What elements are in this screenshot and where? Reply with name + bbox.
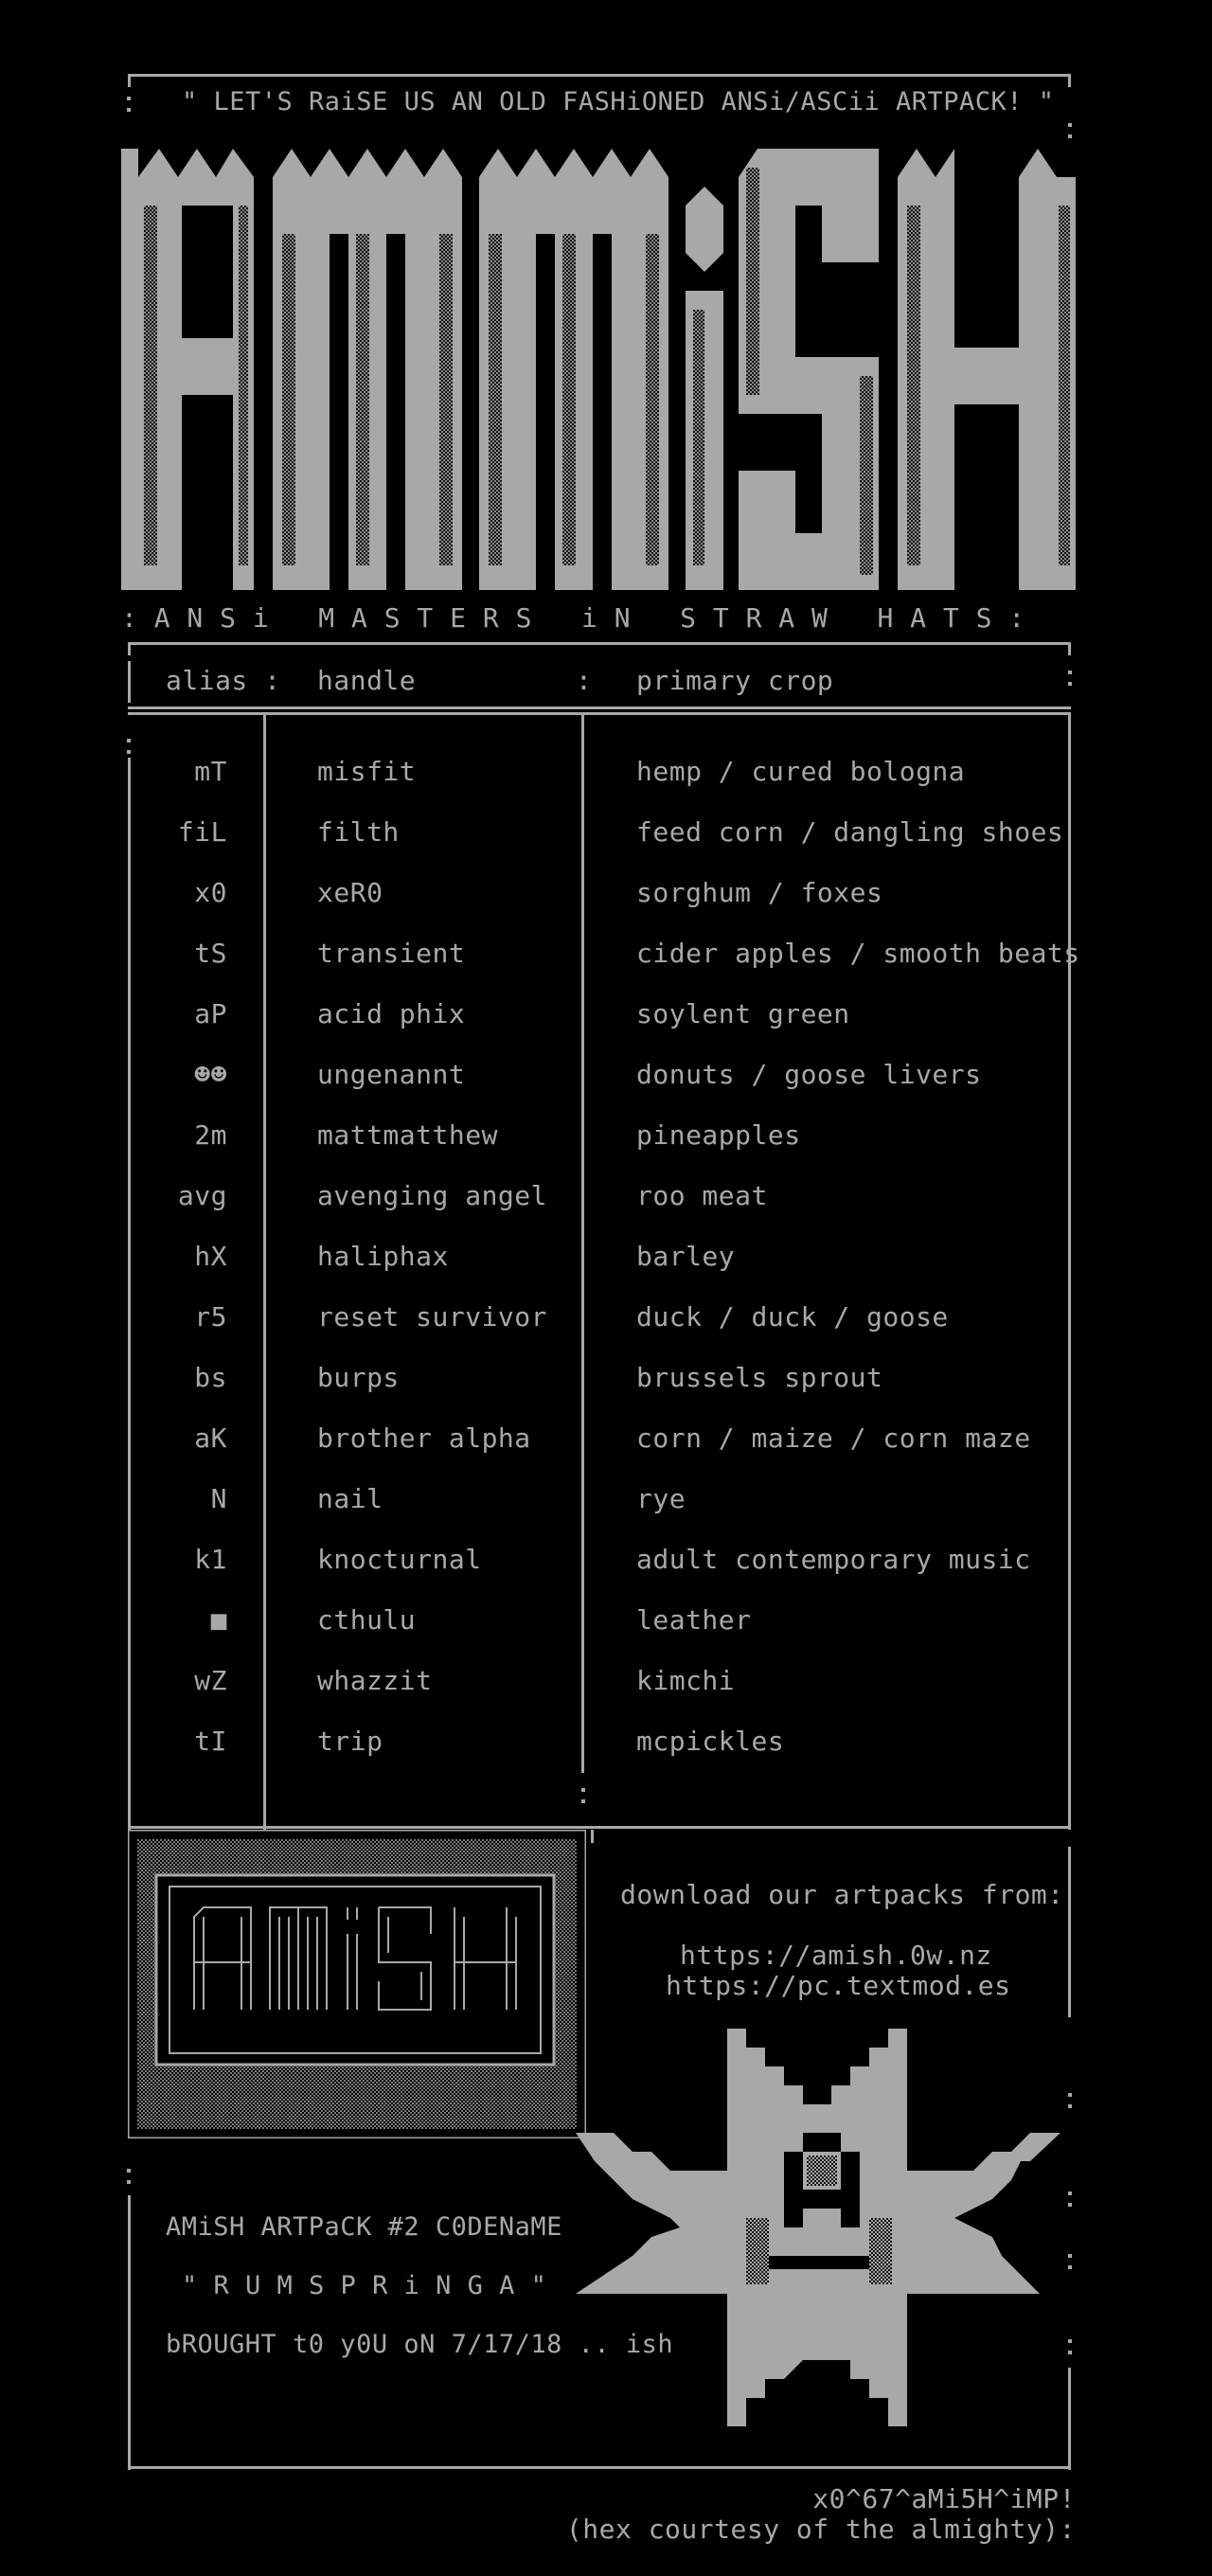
table-row — [0, 1180, 1212, 1218]
member-alias: r5 — [194, 1301, 227, 1333]
table-row — [0, 1604, 1212, 1642]
member-handle: misfit — [317, 756, 417, 787]
dot — [1068, 671, 1072, 674]
download-url-1[interactable]: https://amish.0w.nz — [680, 1940, 992, 1971]
member-crop: roo meat — [636, 1180, 768, 1211]
pack-bottom-border — [128, 2466, 1071, 2469]
pack-codename: " R U M S P R i N G A " — [182, 2271, 547, 2300]
table-row — [0, 1119, 1212, 1157]
member-crop: adult contemporary music — [636, 1544, 1031, 1575]
dot — [1068, 2104, 1072, 2108]
member-alias: avg — [177, 1180, 227, 1211]
header-separator: : — [576, 665, 593, 696]
member-handle: mattmatthew — [317, 1119, 498, 1151]
footer-signature: x0^67^aMi5H^iMP! — [812, 2483, 1076, 2514]
member-alias: tI — [194, 1726, 227, 1757]
member-handle: xeR0 — [317, 877, 383, 908]
download-url-2[interactable]: https://pc.textmod.es — [666, 1970, 1011, 2001]
amish-logo — [121, 149, 1076, 590]
top-border-right — [1068, 74, 1071, 87]
member-alias: aK — [194, 1422, 227, 1454]
member-handle: nail — [317, 1483, 383, 1514]
member-crop: corn / maize / corn maze — [636, 1422, 1031, 1454]
table-row — [0, 1483, 1212, 1521]
table-header-rule-2 — [128, 712, 1071, 715]
download-right-border — [1068, 1847, 1071, 2017]
member-crop: rye — [636, 1483, 686, 1514]
small-logo-box — [128, 1830, 586, 2138]
table-row — [0, 816, 1212, 854]
member-handle: ungenannt — [317, 1059, 466, 1090]
table-bottom-rule — [128, 1826, 1071, 1829]
tagline: " LET'S RaiSE US AN OLD FASHiONED ANSi/ASCii ARTPACK! " — [182, 87, 1055, 116]
member-handle: cthulu — [317, 1604, 417, 1636]
member-alias: wZ — [194, 1665, 227, 1696]
member-alias: tS — [194, 938, 227, 969]
table-left-rule — [128, 661, 131, 703]
acronym-line: : A N S i M A S T E R S i N S T R A W H A T S : — [121, 602, 1025, 634]
member-crop: donuts / goose livers — [636, 1059, 982, 1090]
dot — [1068, 2203, 1072, 2207]
pack-right-border — [1068, 2368, 1071, 2470]
header-handle: handle — [317, 665, 417, 696]
header-alias: alias : — [166, 665, 281, 696]
member-handle: haliphax — [317, 1241, 449, 1272]
member-handle: whazzit — [317, 1665, 433, 1696]
top-border — [128, 74, 1071, 77]
member-crop: mcpickles — [636, 1726, 785, 1757]
member-crop: feed corn / dangling shoes — [636, 816, 1064, 848]
member-alias: fiL — [177, 816, 227, 848]
member-alias: ■ — [210, 1604, 227, 1636]
member-crop: duck / duck / goose — [636, 1301, 949, 1333]
table-row — [0, 1665, 1212, 1703]
star-hat-graphic — [576, 2029, 1060, 2426]
member-crop: cider apples / smooth beats — [636, 938, 1080, 969]
dot — [581, 1799, 585, 1803]
header-crop: primary crop — [636, 665, 834, 696]
member-alias: aP — [194, 998, 227, 1029]
member-handle: burps — [317, 1362, 400, 1393]
member-handle: acid phix — [317, 998, 466, 1029]
pack-title: AMiSH ARTPaCK #2 C0DENaME — [166, 2212, 562, 2242]
dot — [1068, 2351, 1072, 2354]
border-tick — [591, 1830, 594, 1843]
dot — [127, 2180, 131, 2184]
dot — [127, 97, 131, 100]
dot — [1068, 2339, 1072, 2343]
dot — [127, 108, 131, 112]
member-crop: leather — [636, 1604, 752, 1636]
member-crop: soylent green — [636, 998, 850, 1029]
dot — [1068, 123, 1072, 127]
member-handle: knocturnal — [317, 1544, 482, 1575]
table-header-rule — [128, 707, 1071, 709]
member-crop: pineapples — [636, 1119, 801, 1151]
download-label: download our artpacks from: — [620, 1879, 1064, 1910]
table-row — [0, 938, 1212, 975]
dot — [127, 2169, 131, 2173]
dot — [581, 1788, 585, 1792]
dot — [127, 750, 131, 754]
table-row — [0, 877, 1212, 915]
member-handle: reset survivor — [317, 1301, 548, 1333]
member-crop: sorghum / foxes — [636, 877, 883, 908]
table-row — [0, 1301, 1212, 1339]
member-handle: trip — [317, 1726, 383, 1757]
member-alias: N — [210, 1483, 227, 1514]
pack-date: bROUGHT t0 y0U oN 7/17/18 .. ish — [166, 2330, 674, 2359]
member-handle: avenging angel — [317, 1180, 548, 1211]
member-crop: kimchi — [636, 1665, 736, 1696]
table-row — [0, 1362, 1212, 1400]
table-row — [0, 1726, 1212, 1763]
footer-credit: (hex courtesy of the almighty): — [565, 2513, 1076, 2545]
dot — [1068, 2191, 1072, 2195]
table-row — [0, 756, 1212, 794]
dot — [1068, 2254, 1072, 2258]
acronym-bottom-border — [128, 642, 1071, 645]
member-alias: 2m — [194, 1119, 227, 1151]
member-alias: bs — [194, 1362, 227, 1393]
member-alias: ☻☻ — [194, 1059, 227, 1090]
border-tick — [1068, 642, 1071, 655]
table-row — [0, 1059, 1212, 1097]
table-row — [0, 1544, 1212, 1582]
member-alias: x0 — [194, 877, 227, 908]
member-handle: brother alpha — [317, 1422, 531, 1454]
member-alias: hX — [194, 1241, 227, 1272]
dot — [1068, 2093, 1072, 2097]
member-crop: hemp / cured bologna — [636, 756, 966, 787]
table-row — [0, 998, 1212, 1036]
member-handle: transient — [317, 938, 466, 969]
member-handle: filth — [317, 816, 400, 848]
top-border-left — [128, 74, 131, 87]
dot — [1068, 682, 1072, 686]
member-crop: barley — [636, 1241, 736, 1272]
table-row — [0, 1422, 1212, 1460]
border-tick — [128, 642, 131, 655]
dot — [1068, 2265, 1072, 2269]
table-row — [0, 1241, 1212, 1279]
member-alias: k1 — [194, 1544, 227, 1575]
dot — [127, 739, 131, 742]
member-crop: brussels sprout — [636, 1362, 883, 1393]
pack-left-border — [128, 2195, 131, 2470]
member-alias: mT — [194, 756, 227, 787]
dot — [1068, 134, 1072, 138]
